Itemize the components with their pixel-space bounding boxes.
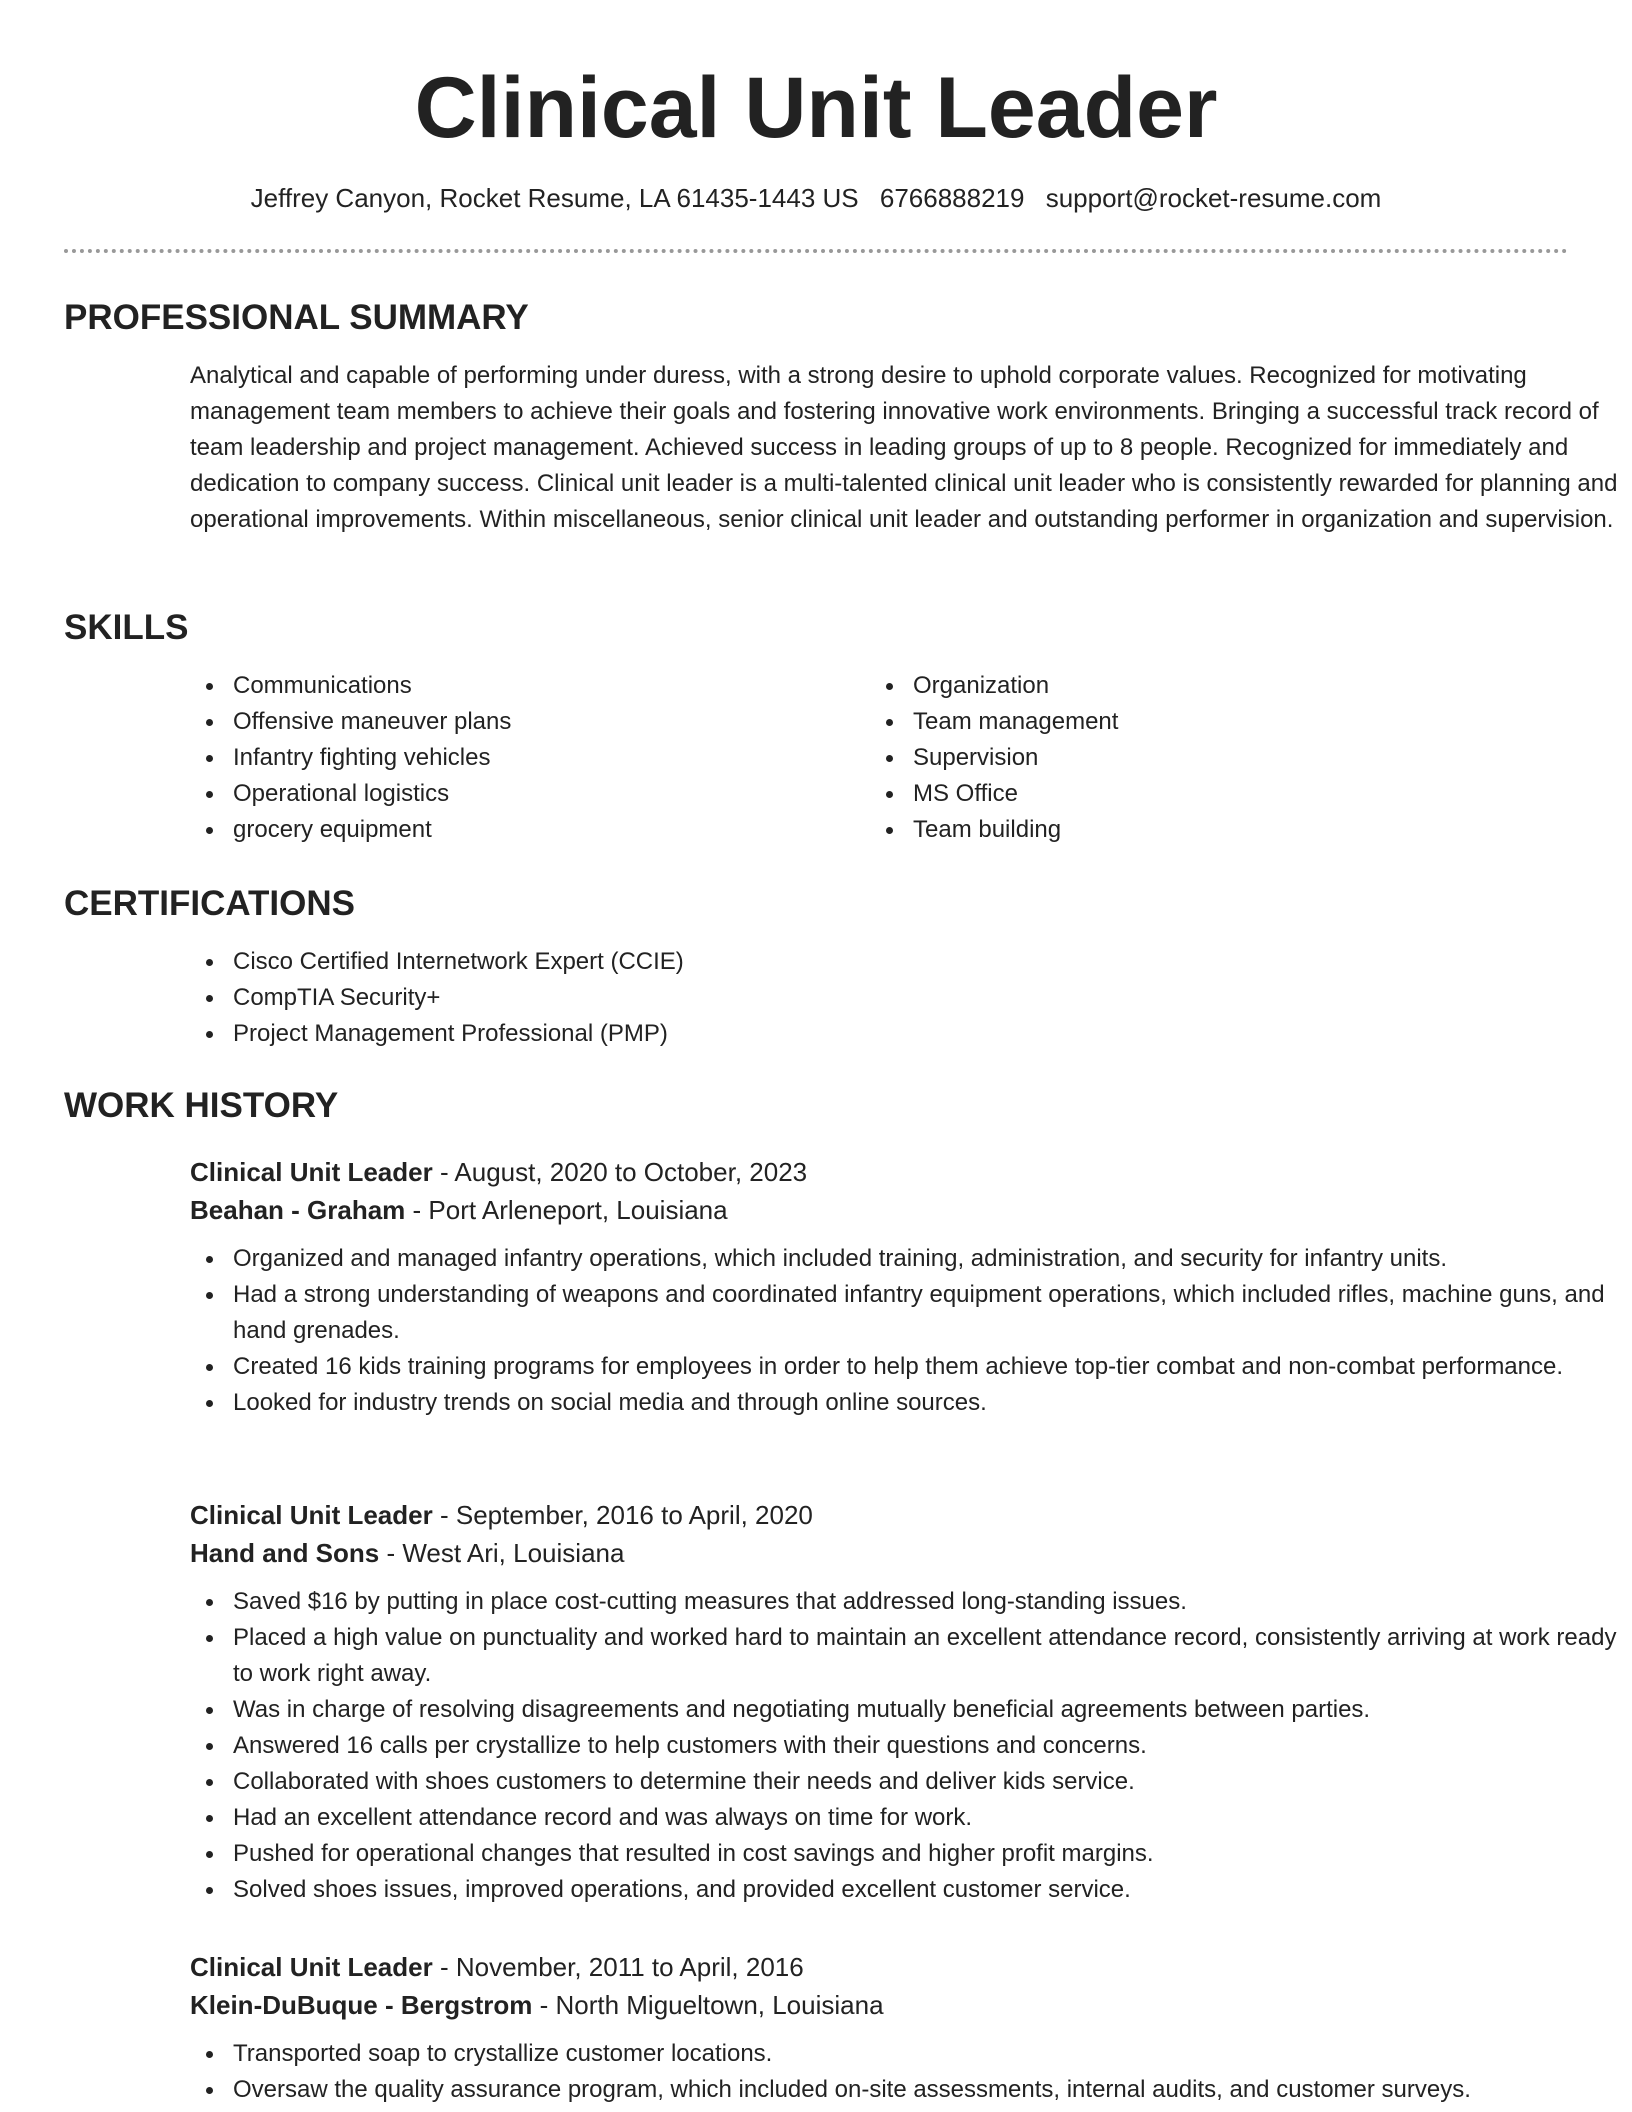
summary-text: Analytical and capable of performing under duress, with a strong desire to uphold corporate values. Recognized for motivating management team members to achieve their goals and fostering innovative work environments. Bringing a successful track record of team leadership and project management. Achieved success in leading groups of up to 8 people. Recognized for immediately and dedication to company success. Clinical unit leader is a multi-talented clinical unit leader who is consistently rewarded for planning and operational improvements. Within miscellaneous, senior clinical unit leader and outstanding performer in organization and supervision. bbox=[190, 362, 1618, 533]
job-bullet: Saved $16 by putting in place cost-cutting measures that addressed long-standing issues. bbox=[190, 1584, 1620, 1620]
job-entry bbox=[190, 1153, 1620, 1421]
job-location: - West Ari, Louisiana bbox=[386, 1538, 625, 1568]
job-bullet: Placed a high value on punctuality and worked hard to maintain an excellent attendance record, consistently arriving at work ready to work right away. bbox=[190, 1620, 1620, 1692]
job-bullet: Answered 16 calls per crystallize to help customers with their questions and concerns. bbox=[190, 1728, 1620, 1764]
skill-item: Supervision bbox=[870, 740, 1550, 776]
certification-item: Project Management Professional (PMP) bbox=[190, 1016, 1568, 1052]
contact-line bbox=[64, 180, 1568, 216]
skills-list-left bbox=[190, 668, 870, 848]
certifications-section bbox=[64, 882, 1568, 1052]
job-bullet: Organized and managed infantry operations, which included training, administration, and security for infantry units. bbox=[190, 1241, 1620, 1277]
job-dates: - November, 2011 to April, 2016 bbox=[439, 1952, 804, 1982]
contact-email: support@rocket-resume.com bbox=[1045, 183, 1382, 213]
job-bullet: Transported soap to crystallize customer locations. bbox=[190, 2036, 1620, 2072]
summary-section bbox=[64, 296, 1618, 538]
job-dates: - September, 2016 to April, 2020 bbox=[439, 1500, 813, 1530]
skill-item: Team building bbox=[870, 812, 1550, 848]
job-location: - Port Arleneport, Louisiana bbox=[412, 1195, 728, 1225]
job-company-line bbox=[190, 1191, 1620, 1229]
job-bullet: Had a strong understanding of weapons and coordinated infantry equipment operations, which included rifles, machine guns, and hand grenades. bbox=[190, 1277, 1620, 1349]
skills-heading: SKILLS bbox=[64, 608, 189, 647]
contact-phone: 6766888219 bbox=[879, 183, 1025, 213]
certifications-heading: CERTIFICATIONS bbox=[64, 884, 356, 923]
job-bullet: Solved shoes issues, improved operations, and provided excellent customer service. bbox=[190, 1872, 1620, 1908]
job-company-line bbox=[190, 1986, 1620, 2024]
contact-address: Jeffrey Canyon, Rocket Resume, LA 61435-1443 US bbox=[250, 183, 859, 213]
job-bullet: Was in charge of resolving disagreements and negotiating mutually beneficial agreements between parties. bbox=[190, 1692, 1620, 1728]
resume-title: Clinical Unit Leader bbox=[414, 60, 1218, 156]
job-entry bbox=[190, 1948, 1620, 2108]
job-company: Hand and Sons bbox=[190, 1538, 380, 1568]
skill-item: Offensive maneuver plans bbox=[190, 704, 870, 740]
skill-item: Communications bbox=[190, 668, 870, 704]
job-bullet: Created 16 kids training programs for employees in order to help them achieve top-tier combat and non-combat performance. bbox=[190, 1349, 1620, 1385]
work-history-heading-block bbox=[64, 1084, 1568, 1128]
skills-section bbox=[64, 606, 1568, 848]
job-company-line bbox=[190, 1534, 1620, 1572]
job-title-line bbox=[190, 1496, 1620, 1534]
job-title: Clinical Unit Leader bbox=[190, 1952, 433, 1982]
job-bullet: Oversaw the quality assurance program, which included on-site assessments, internal audits, and customer surveys. bbox=[190, 2072, 1620, 2108]
job-bullet: Had an excellent attendance record and was always on time for work. bbox=[190, 1800, 1620, 1836]
skills-columns bbox=[190, 668, 1568, 848]
job-company: Beahan - Graham bbox=[190, 1195, 406, 1225]
job-bullet: Collaborated with shoes customers to determine their needs and deliver kids service. bbox=[190, 1764, 1620, 1800]
skill-item: Organization bbox=[870, 668, 1550, 704]
skill-item: Operational logistics bbox=[190, 776, 870, 812]
job-location: - North Migueltown, Louisiana bbox=[539, 1990, 884, 2020]
certifications-list bbox=[190, 944, 1568, 1052]
job-title: Clinical Unit Leader bbox=[190, 1500, 433, 1530]
skills-list-right bbox=[870, 668, 1550, 848]
header-divider bbox=[64, 249, 1568, 253]
skill-item: Team management bbox=[870, 704, 1550, 740]
job-dates: - August, 2020 to October, 2023 bbox=[439, 1157, 808, 1187]
summary-heading: PROFESSIONAL SUMMARY bbox=[64, 298, 529, 337]
job-entry bbox=[190, 1496, 1620, 1908]
job-company: Klein-DuBuque - Bergstrom bbox=[190, 1990, 533, 2020]
skill-item: grocery equipment bbox=[190, 812, 870, 848]
certification-item: CompTIA Security+ bbox=[190, 980, 1568, 1016]
skill-item: Infantry fighting vehicles bbox=[190, 740, 870, 776]
job-title: Clinical Unit Leader bbox=[190, 1157, 433, 1187]
job-bullets bbox=[190, 1584, 1620, 1908]
job-bullets bbox=[190, 1241, 1620, 1421]
skill-item: MS Office bbox=[870, 776, 1550, 812]
job-title-line bbox=[190, 1948, 1620, 1986]
certification-item: Cisco Certified Internetwork Expert (CCIE) bbox=[190, 944, 1568, 980]
job-bullets bbox=[190, 2036, 1620, 2108]
job-bullet: Looked for industry trends on social media and through online sources. bbox=[190, 1385, 1620, 1421]
work-history-heading: WORK HISTORY bbox=[64, 1086, 339, 1125]
job-title-line bbox=[190, 1153, 1620, 1191]
job-bullet: Pushed for operational changes that resulted in cost savings and higher profit margins. bbox=[190, 1836, 1620, 1872]
